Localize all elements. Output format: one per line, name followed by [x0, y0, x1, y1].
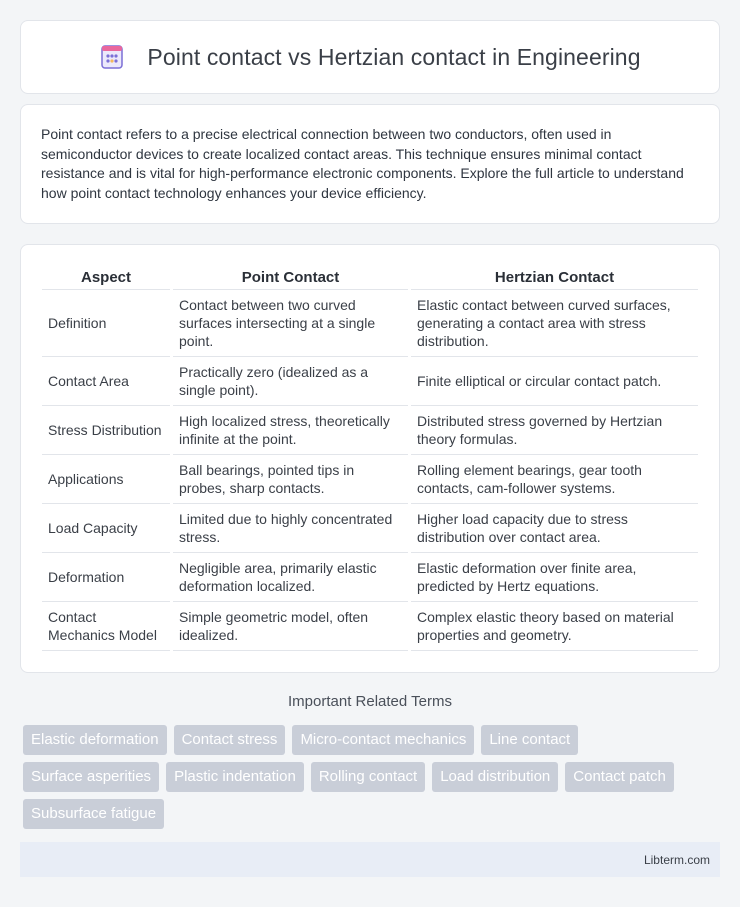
table-row	[42, 504, 698, 553]
intro-card	[20, 104, 720, 224]
related-terms-title: Important Related Terms	[288, 693, 452, 710]
tag-surface-asperities[interactable]: Surface asperities	[23, 762, 159, 792]
cell-aspect: Contact Area	[42, 357, 170, 406]
tag-subsurface-fatigue[interactable]: Subsurface fatigue	[23, 799, 164, 829]
cell-point-contact: Limited due to highly concentrated stress.	[173, 504, 408, 553]
tag-rolling-contact[interactable]: Rolling contact	[311, 762, 425, 792]
title-card	[20, 20, 720, 94]
tag-contact-patch[interactable]: Contact patch	[565, 762, 674, 792]
tag-contact-stress[interactable]: Contact stress	[174, 725, 286, 755]
tag-micro-contact-mechanics[interactable]: Micro-contact mechanics	[292, 725, 474, 755]
cell-hertzian-contact: Elastic contact between curved surfaces, generating a contact area with stress distribution.	[411, 290, 698, 357]
cell-point-contact: Negligible area, primarily elastic deformation localized.	[173, 553, 408, 602]
tag-line-contact[interactable]: Line contact	[481, 725, 578, 755]
cell-hertzian-contact: Elastic deformation over finite area, predicted by Hertz equations.	[411, 553, 698, 602]
cell-point-contact: Contact between two curved surfaces intersecting at a single point.	[173, 290, 408, 357]
table-row	[42, 406, 698, 455]
cell-aspect: Deformation	[42, 553, 170, 602]
table-row	[42, 290, 698, 357]
cell-aspect: Definition	[42, 290, 170, 357]
page-title: Point contact vs Hertzian contact in Engineering	[147, 43, 641, 70]
table-row	[42, 602, 698, 651]
table-header-row	[42, 265, 698, 290]
cell-point-contact: Ball bearings, pointed tips in probes, sharp contacts.	[173, 455, 408, 504]
cell-aspect: Applications	[42, 455, 170, 504]
header-hertzian-contact: Hertzian Contact	[411, 265, 698, 290]
tag-elastic-deformation[interactable]: Elastic deformation	[23, 725, 167, 755]
cell-aspect: Load Capacity	[42, 504, 170, 553]
footer-brand-link[interactable]: Libterm.com	[643, 852, 710, 867]
table-row	[42, 553, 698, 602]
cell-hertzian-contact: Higher load capacity due to stress distribution over contact area.	[411, 504, 698, 553]
table-row	[42, 357, 698, 406]
cell-point-contact: High localized stress, theoretically infinite at the point.	[173, 406, 408, 455]
cell-hertzian-contact: Rolling element bearings, gear tooth contacts, cam-follower systems.	[411, 455, 698, 504]
header-point-contact: Point Contact	[173, 265, 408, 290]
footer	[20, 842, 720, 877]
cell-hertzian-contact: Distributed stress governed by Hertzian theory formulas.	[411, 406, 698, 455]
tag-load-distribution[interactable]: Load distribution	[432, 762, 558, 792]
cell-hertzian-contact: Finite elliptical or circular contact patch.	[411, 357, 698, 406]
comparison-table	[42, 265, 698, 651]
cell-aspect: Stress Distribution	[42, 406, 170, 455]
document-grid-icon	[99, 44, 125, 70]
cell-point-contact: Simple geometric model, often idealized.	[173, 602, 408, 651]
cell-aspect: Contact Mechanics Model	[42, 602, 170, 651]
cell-point-contact: Practically zero (idealized as a single point).	[173, 357, 408, 406]
tag-plastic-indentation[interactable]: Plastic indentation	[166, 762, 304, 792]
table-row	[42, 455, 698, 504]
related-terms-tags	[23, 725, 723, 836]
intro-text: Point contact refers to a precise electrical connection between two conductors, often used in semiconductor devices to create localized contact areas. This technique ensures minimal contact resistance and is vital for high-performance electronic components. Explore the full article to understand how point contact technology enhances your device efficiency.	[41, 126, 684, 201]
header-aspect: Aspect	[42, 265, 170, 290]
cell-hertzian-contact: Complex elastic theory based on material properties and geometry.	[411, 602, 698, 651]
comparison-table-card	[20, 244, 720, 673]
